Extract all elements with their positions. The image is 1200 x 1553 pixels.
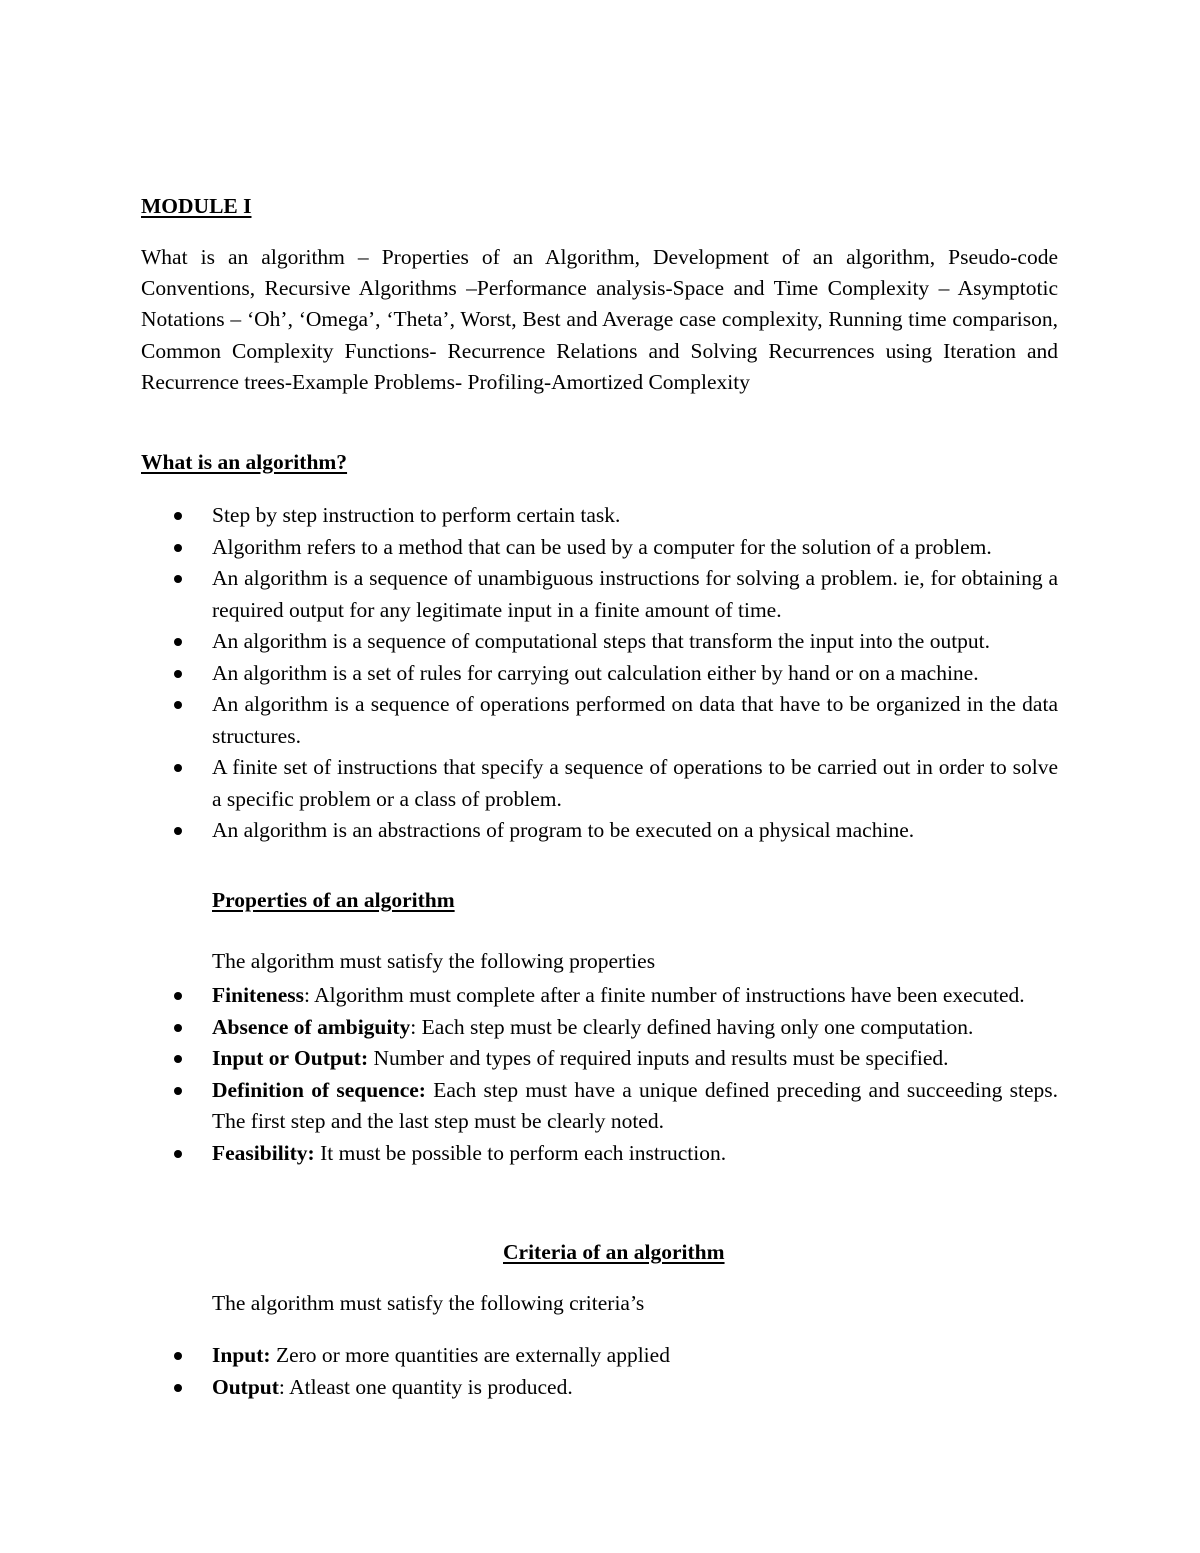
list-item — [141, 658, 1058, 690]
list-item — [141, 980, 1058, 1012]
list-item-text: An algorithm is a sequence of unambiguous instructions for solving a problem. ie, for obtaining a required output for any legitimate input in a finite amount of time. — [212, 566, 1058, 622]
bullet-icon — [174, 1055, 182, 1063]
criteria-intro: The algorithm must satisfy the following criteria’s — [212, 1291, 645, 1315]
bullet-icon — [174, 1150, 182, 1158]
list-item — [141, 1138, 1058, 1170]
list-item-text: A finite set of instructions that specify a sequence of operations to be carried out in order to solve a specific problem or a class of problem. — [212, 755, 1058, 811]
bullet-icon — [174, 544, 182, 552]
section-heading-what-is-algorithm: What is an algorithm? — [141, 450, 348, 474]
property-text: It must be possible to perform each instruction. — [314, 1140, 727, 1165]
list-item — [141, 1075, 1058, 1138]
bullet-icon — [174, 1352, 182, 1360]
property-term: Feasibility: — [212, 1140, 315, 1165]
list-item — [141, 532, 1058, 564]
bullet-icon — [174, 764, 182, 772]
property-text: Each step must have a unique defined preceding and succeeding steps. The first step and the last step must be clearly noted. — [212, 1077, 1059, 1133]
property-text: Algorithm must complete after a finite number of instructions have been executed. — [309, 983, 1025, 1007]
criteria-term: Input: — [212, 1343, 271, 1367]
bullet-icon — [174, 992, 182, 1000]
property-separator: : — [410, 1014, 417, 1039]
property-term: Definition of sequence: — [212, 1077, 426, 1102]
bullet-icon — [174, 512, 182, 520]
section-heading-properties: Properties of an algorithm — [212, 888, 455, 912]
module-syllabus-paragraph: What is an algorithm – Properties of an Algorithm, Development of an algorithm, Pseudo-code Conventions, Recursive Algorithms –Performance analysis-Space and Time Complexity – Asymptotic Notations – ‘Oh’, ‘Omega’, ‘Theta’, Worst, Best and Average case complexity, Running time comparison, Common Complexity Functions- Recurrence Relations and Solving Recurrences using Iteration and Recurrence trees-Example Problems- Profiling-Amortized Complexity — [141, 245, 1058, 394]
property-term: Absence of ambiguity — [212, 1014, 411, 1039]
section-heading-criteria: Criteria of an algorithm — [503, 1240, 725, 1264]
properties-list — [141, 980, 1058, 1169]
list-item-text: An algorithm is a sequence of operations performed on data that have to be organized in the data structures. — [212, 692, 1058, 748]
list-item-text: Step by step instruction to perform certain task. — [212, 503, 621, 527]
bullet-icon — [174, 1024, 182, 1032]
bullet-icon — [174, 1087, 182, 1095]
list-item — [141, 500, 1058, 532]
list-item — [141, 1340, 1058, 1372]
list-item — [141, 1372, 1058, 1404]
property-separator: : — [303, 983, 310, 1007]
bullet-icon — [174, 1384, 182, 1392]
bullet-icon — [174, 701, 182, 709]
list-item-text: Algorithm refers to a method that can be used by a computer for the solution of a problem. — [212, 534, 992, 559]
criteria-text: Zero or more quantities are externally applied — [270, 1343, 670, 1367]
bullet-icon — [174, 575, 182, 583]
list-item — [141, 815, 1058, 847]
list-item — [141, 752, 1058, 815]
list-item-text: An algorithm is an abstractions of program to be executed on a physical machine. — [212, 818, 915, 842]
properties-intro: The algorithm must satisfy the following properties — [212, 949, 656, 973]
property-term: Finiteness — [212, 983, 304, 1007]
list-item — [141, 1043, 1058, 1075]
list-item — [141, 563, 1058, 626]
list-item-text: An algorithm is a sequence of computational steps that transform the input into the output. — [212, 629, 991, 653]
bullet-icon — [174, 638, 182, 646]
list-item — [141, 626, 1058, 658]
property-term: Input or Output: — [212, 1046, 369, 1070]
bullet-icon — [174, 670, 182, 678]
criteria-term: Output — [212, 1374, 279, 1399]
criteria-text: Atleast one quantity is produced. — [284, 1374, 573, 1399]
list-item — [141, 1012, 1058, 1044]
list-item — [141, 689, 1058, 752]
criteria-separator: : — [278, 1374, 285, 1399]
criteria-list — [141, 1340, 1058, 1403]
definition-list — [141, 500, 1058, 847]
property-text: Number and types of required inputs and results must be specified. — [368, 1046, 949, 1070]
module-title: MODULE I — [141, 194, 252, 218]
list-item-text: An algorithm is a set of rules for carrying out calculation either by hand or on a machine. — [212, 660, 979, 685]
property-text: Each step must be clearly defined having only one computation. — [416, 1014, 974, 1039]
bullet-icon — [174, 827, 182, 835]
